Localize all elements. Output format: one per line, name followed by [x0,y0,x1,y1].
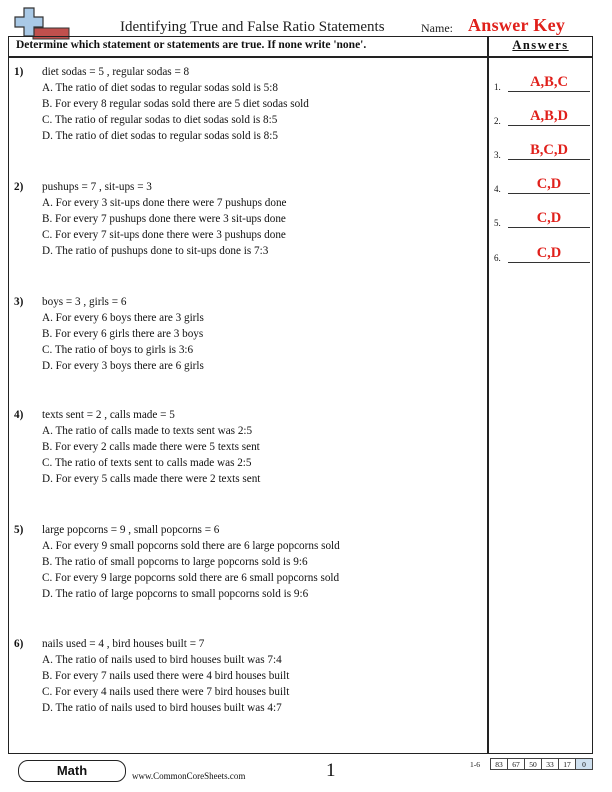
header-rule [8,56,593,58]
option-d: D. For every 3 boys there are 6 girls [42,360,204,372]
option-c: C. The ratio of texts sent to calls made was 2:5 [42,457,252,469]
subject-badge: Math [18,760,126,782]
option-a: A. The ratio of calls made to texts sent was 2:5 [42,425,253,437]
answer-row-5 [494,210,590,230]
question-number: 6) [14,638,24,650]
option-b: B. For every 2 calls made there were 5 texts sent [42,441,260,453]
footer-url: www.CommonCoreSheets.com [132,771,246,781]
option-c: C. For every 9 large popcorns sold there are 6 small popcorns sold [42,572,340,584]
answer-number: 4. [494,184,501,194]
question-prompt: pushups = 7 , sit-ups = 3 [42,181,152,193]
score-cell: 67 [508,759,525,770]
answer-value: C,D [536,210,562,226]
option-c: C. The ratio of regular sodas to diet sodas sold is 8:5 [42,114,278,126]
score-cell: 83 [491,759,508,770]
name-label: Name: [421,21,453,35]
option-a: A. For every 9 small popcorns sold there are 6 large popcorns sold [42,540,340,552]
score-range-label: 1-6 [470,760,480,769]
question-number: 4) [14,409,24,421]
question-prompt: large popcorns = 9 , small popcorns = 6 [42,524,220,536]
answer-row-6 [494,245,590,265]
answer-row-1 [494,74,590,94]
answer-line [508,193,590,194]
option-a: A. For every 6 boys there are 3 girls [42,312,204,324]
option-b: B. For every 8 regular sodas sold there are 5 diet sodas sold [42,98,309,110]
option-b: B. For every 7 pushups done there were 3 sit-ups done [42,213,286,225]
option-a: A. The ratio of nails used to bird houses built was 7:4 [42,654,282,666]
question-number: 2) [14,181,24,193]
answer-row-4 [494,176,590,196]
answer-row-3 [494,142,590,162]
answer-number: 1. [494,82,501,92]
option-a: A. The ratio of diet sodas to regular sodas sold is 5:8 [42,82,278,94]
answer-value: C,D [536,176,562,192]
answer-value: B,C,D [530,142,568,158]
score-cell: 33 [542,759,559,770]
question-number: 3) [14,296,24,308]
option-c: C. For every 7 sit-ups done there were 3 pushups done [42,229,286,241]
score-cell: 0 [576,759,593,770]
option-d: D. The ratio of nails used to bird houses built was 4:7 [42,702,282,714]
answer-number: 5. [494,218,501,228]
answer-column-divider [487,36,489,754]
answer-value: A,B,D [530,108,568,124]
question-prompt: texts sent = 2 , calls made = 5 [42,409,175,421]
answers-heading: Answers [512,38,569,52]
answer-line [508,159,590,160]
answer-line [508,125,590,126]
option-d: D. The ratio of large popcorns to small popcorns sold is 9:6 [42,588,309,600]
score-cell: 50 [525,759,542,770]
question-number: 5) [14,524,24,536]
answer-line [508,227,590,228]
option-d: D. For every 5 calls made there were 2 texts sent [42,473,261,485]
question-prompt: nails used = 4 , bird houses built = 7 [42,638,205,650]
option-b: B. For every 7 nails used there were 4 bird houses built [42,670,290,682]
answer-number: 2. [494,116,501,126]
option-c: C. The ratio of boys to girls is 3:6 [42,344,194,356]
answer-row-2 [494,108,590,128]
page-number: 1 [326,760,336,781]
question-prompt: diet sodas = 5 , regular sodas = 8 [42,66,190,78]
answer-value: A,B,C [530,74,568,90]
answer-number: 6. [494,253,501,263]
question-prompt: boys = 3 , girls = 6 [42,296,127,308]
answer-key-label: Answer Key [468,15,566,35]
option-b: B. For every 6 girls there are 3 boys [42,328,204,340]
option-a: A. For every 3 sit-ups done there were 7 pushups done [42,197,287,209]
score-table [490,758,593,770]
page-title: Identifying True and False Ratio Statements [120,19,385,35]
answer-value: C,D [536,245,562,261]
option-b: B. The ratio of small popcorns to large popcorns sold is 9:6 [42,556,308,568]
plus-logo-icon [14,6,70,40]
question-number: 1) [14,66,24,78]
answer-line [508,262,590,263]
option-c: C. For every 4 nails used there were 7 bird houses built [42,686,290,698]
score-cell: 17 [559,759,576,770]
instructions: Determine which statement or statements are true. If none write 'none'. [16,39,367,51]
option-d: D. The ratio of diet sodas to regular sodas sold is 8:5 [42,130,278,142]
option-d: D. The ratio of pushups done to sit-ups done is 7:3 [42,245,269,257]
answer-line [508,91,590,92]
answer-number: 3. [494,150,501,160]
